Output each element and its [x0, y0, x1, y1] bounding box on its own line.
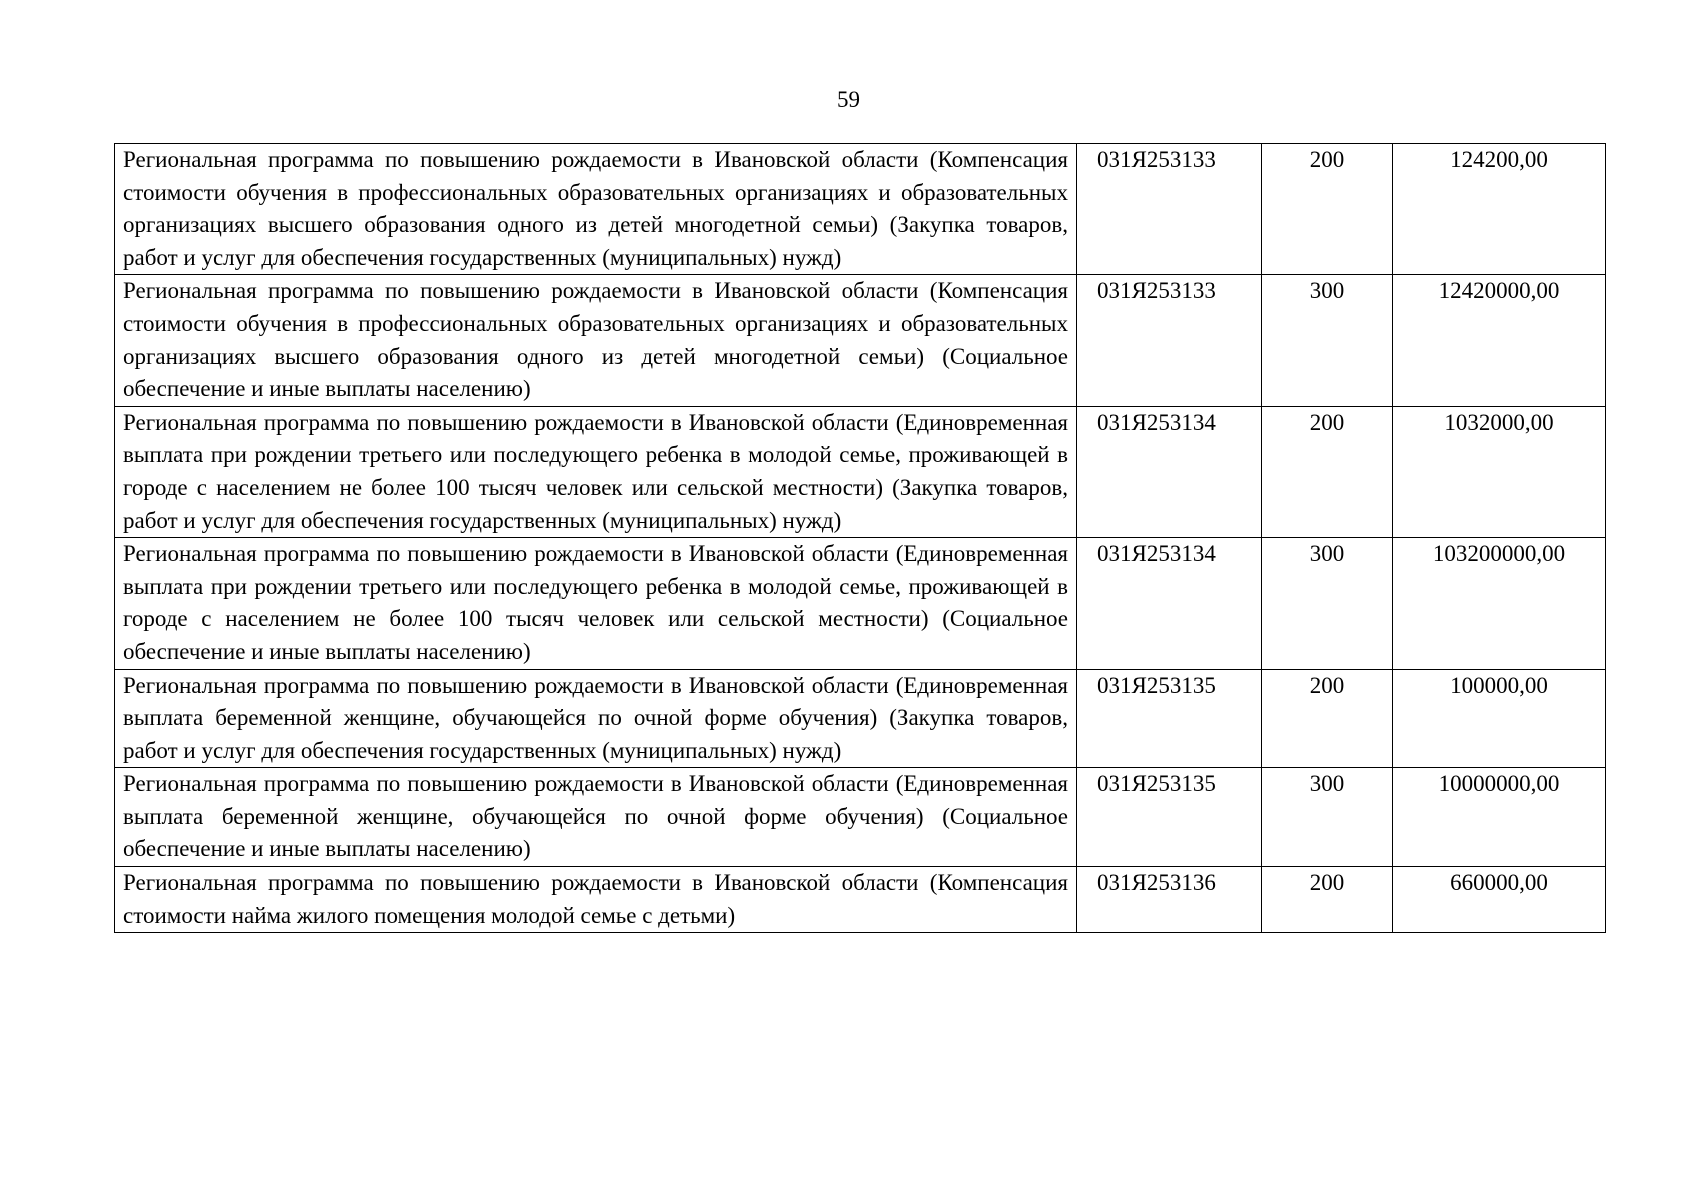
- expense-type-cell: 200: [1262, 669, 1393, 768]
- target-code-cell: 031Я253133: [1077, 144, 1262, 275]
- amount-cell: 100000,00: [1393, 669, 1606, 768]
- expense-type-cell: 300: [1262, 768, 1393, 867]
- amount-cell: 124200,00: [1393, 144, 1606, 275]
- target-code-cell: 031Я253135: [1077, 768, 1262, 867]
- expense-type-cell: 300: [1262, 275, 1393, 406]
- program-name-cell: Региональная программа по повышению рождаемости в Ивановской области (Компенсация стоимости найма жилого помещения молодой семье с детьми): [115, 867, 1077, 933]
- program-name-cell: Региональная программа по повышению рождаемости в Ивановской области (Единовременная выплата беременной женщине, обучающейся по очной форме обучения) (Социальное обеспечение и иные выплаты населению): [115, 768, 1077, 867]
- expense-type-cell: 300: [1262, 538, 1393, 669]
- table-row: [115, 144, 1606, 275]
- amount-cell: 12420000,00: [1393, 275, 1606, 406]
- expense-type-cell: 200: [1262, 144, 1393, 275]
- budget-table: [114, 143, 1606, 933]
- expense-type-cell: 200: [1262, 406, 1393, 537]
- target-code-cell: 031Я253135: [1077, 669, 1262, 768]
- table-row: [115, 867, 1606, 933]
- amount-cell: 10000000,00: [1393, 768, 1606, 867]
- program-name-cell: Региональная программа по повышению рождаемости в Ивановской области (Единовременная выплата при рождении третьего или последующего ребенка в молодой семье, проживающей в городе с населением не более 100 тысяч человек или сельской местности) (Социальное обеспечение и иные выплаты населению): [115, 538, 1077, 669]
- amount-cell: 660000,00: [1393, 867, 1606, 933]
- table-row: [115, 538, 1606, 669]
- target-code-cell: 031Я253134: [1077, 406, 1262, 537]
- page-number: 59: [837, 87, 860, 112]
- table-row: [115, 669, 1606, 768]
- table-row: [115, 768, 1606, 867]
- target-code-cell: 031Я253133: [1077, 275, 1262, 406]
- budget-table-body: [115, 144, 1606, 933]
- table-row: [115, 406, 1606, 537]
- program-name-cell: Региональная программа по повышению рождаемости в Ивановской области (Компенсация стоимости обучения в профессиональных образовательных организациях и образовательных организациях высшего образования одного из детей многодетной семьи) (Закупка товаров, работ и услуг для обеспечения государственных (муниципальных) нужд): [115, 144, 1077, 275]
- target-code-cell: 031Я253136: [1077, 867, 1262, 933]
- program-name-cell: Региональная программа по повышению рождаемости в Ивановской области (Единовременная выплата беременной женщине, обучающейся по очной форме обучения) (Закупка товаров, работ и услуг для обеспечения государственных (муниципальных) нужд): [115, 669, 1077, 768]
- amount-cell: 1032000,00: [1393, 406, 1606, 537]
- table-row: [115, 275, 1606, 406]
- program-name-cell: Региональная программа по повышению рождаемости в Ивановской области (Единовременная выплата при рождении третьего или последующего ребенка в молодой семье, проживающей в городе с населением не более 100 тысяч человек или сельской местности) (Закупка товаров, работ и услуг для обеспечения государственных (муниципальных) нужд): [115, 406, 1077, 537]
- amount-cell: 103200000,00: [1393, 538, 1606, 669]
- target-code-cell: 031Я253134: [1077, 538, 1262, 669]
- program-name-cell: Региональная программа по повышению рождаемости в Ивановской области (Компенсация стоимости обучения в профессиональных образовательных организациях и образовательных организациях высшего образования одного из детей многодетной семьи) (Социальное обеспечение и иные выплаты населению): [115, 275, 1077, 406]
- expense-type-cell: 200: [1262, 867, 1393, 933]
